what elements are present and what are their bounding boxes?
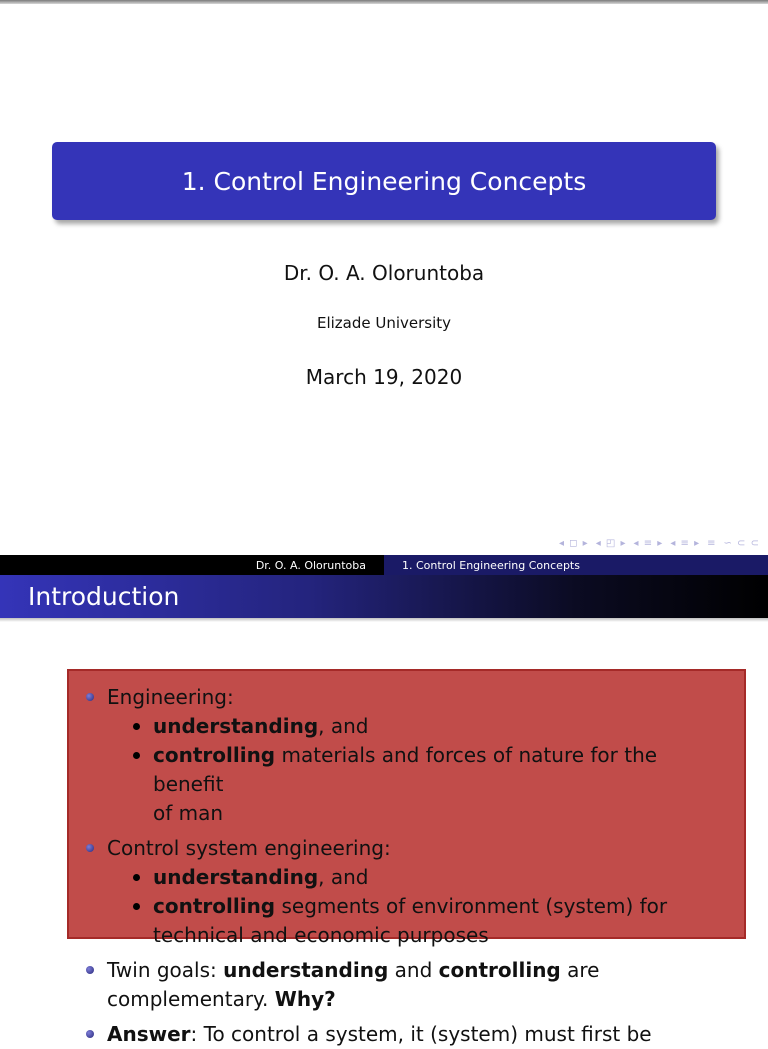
bullet-icon <box>86 844 94 852</box>
frame-title-shadow <box>0 618 768 622</box>
footer-author: Dr. O. A. Oloruntoba <box>255 558 366 572</box>
sub-bullet-icon <box>133 874 140 881</box>
title-box <box>52 142 716 220</box>
institute: Elizade University <box>316 314 452 332</box>
sub-list-item: understanding, and <box>84 712 724 741</box>
footer-title: 1. Control Engineering Concepts <box>402 558 580 572</box>
footline <box>0 555 768 575</box>
top-rule <box>0 0 768 4</box>
sub-bullet-icon <box>133 903 140 910</box>
sub-bullet-icon <box>133 752 140 759</box>
list-item: Engineering: <box>84 683 724 712</box>
list-item: Answer: To control a system, it (system) must first be <box>84 1020 724 1049</box>
footer-author-box <box>0 555 384 575</box>
footer-title-box <box>384 555 768 575</box>
sub-list-item: controlling segments of environment (system) for technical and economic purposes <box>84 892 724 950</box>
slide-content <box>84 683 724 1049</box>
nav-subsection-icon[interactable]: ◂ ◰ ▸ <box>595 537 627 549</box>
bullet-icon <box>86 693 94 701</box>
bullet-icon <box>86 966 94 974</box>
date: March 19, 2020 <box>305 365 463 389</box>
nav-document-icon[interactable]: ◂ ≡ ▸ <box>670 537 701 549</box>
sub-list-item: controlling materials and forces of nature for the benefit of man <box>84 741 724 828</box>
frame-title-text: Introduction <box>28 582 180 611</box>
author: Dr. O. A. Oloruntoba <box>283 261 485 285</box>
nav-frame-icon[interactable]: ◂ ◻ ▸ <box>558 537 589 549</box>
nav-section-icon[interactable]: ◂ ≡ ▸ <box>633 537 664 549</box>
nav-search-icon[interactable]: ∽ ⊂ ⊂ <box>723 537 760 549</box>
frame-title <box>0 575 768 618</box>
bullet-icon <box>86 1030 94 1038</box>
sub-list-item: understanding, and <box>84 863 724 892</box>
nav-appendix-icon[interactable]: ≡ <box>707 537 717 549</box>
list-item: Control system engineering: <box>84 834 724 863</box>
beamer-navigation <box>559 536 760 550</box>
slide-title: 1. Control Engineering Concepts <box>181 166 587 196</box>
sub-bullet-icon <box>133 723 140 730</box>
list-item: Twin goals: understanding and controlling are complementary. Why? <box>84 956 724 1014</box>
